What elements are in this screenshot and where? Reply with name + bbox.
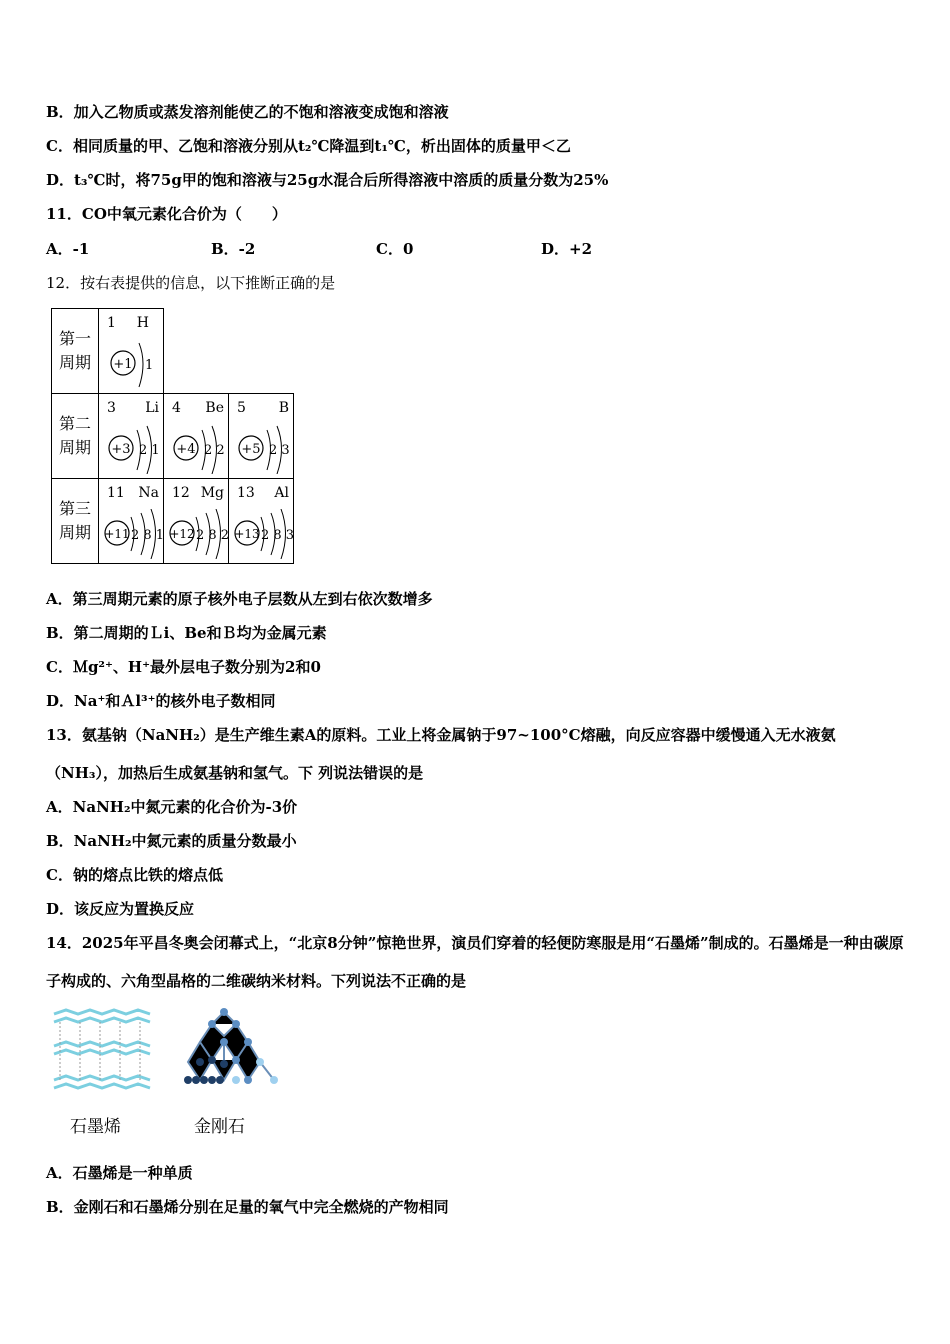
svg-text:+4: +4	[176, 442, 196, 457]
diamond-icon	[174, 1002, 284, 1097]
option-c-prev: C．相同质量的甲、乙饱和溶液分别从t₂℃降温到t₁℃，析出固体的质量甲＜乙	[46, 137, 571, 155]
diamond-label: 金刚石	[194, 1117, 245, 1137]
option-b-prev: B．加入乙物质或蒸发溶剂能使乙的不饱和溶液变成饱和溶液	[46, 103, 449, 121]
svg-text:2 2: 2 2	[204, 443, 225, 458]
q12-option-b: B．第二周期的Ｌi、Be和Ｂ均为金属元素	[46, 624, 327, 642]
element-cell: 4 Be +4 2 2	[164, 394, 229, 479]
element-cell: 1 H +1 1	[99, 309, 164, 394]
svg-text:+12: +12	[169, 527, 195, 541]
element-cell: 11 Na +11 2 8 1	[99, 479, 164, 564]
question-11: 11．CO中氧元素化合价为（ ）	[46, 205, 287, 223]
svg-text:+5: +5	[241, 442, 261, 457]
q13-option-b: B．NaNH₂中氮元素的质量分数最小	[46, 832, 297, 850]
question-12: 12．按右表提供的信息，以下推断正确的是	[46, 274, 336, 292]
q14-option-a: A．石墨烯是一种单质	[46, 1164, 193, 1182]
period-label: 第二周期	[52, 394, 99, 479]
svg-text:2 3: 2 3	[269, 443, 290, 458]
period-label: 第三周期	[52, 479, 99, 564]
element-cell: 5 B +5 2 3	[229, 394, 294, 479]
svg-text:+13: +13	[234, 527, 260, 541]
question-11-options	[46, 239, 592, 259]
periodic-table	[51, 308, 294, 564]
q11-option-d: D．+2	[541, 240, 593, 258]
q11-option-b: B．-2	[211, 240, 256, 258]
svg-text:1: 1	[145, 358, 154, 373]
element-cell: 13 Al +13 2 8 3	[229, 479, 294, 564]
svg-text:+11: +11	[104, 527, 130, 541]
svg-text:2 1: 2 1	[139, 443, 160, 458]
period-label: 第一周期	[52, 309, 99, 394]
svg-text:2 8 2: 2 8 2	[196, 528, 230, 543]
q13-option-c: C．钠的熔点比铁的熔点低	[46, 866, 223, 884]
atom-structure-icon	[103, 339, 159, 389]
q13-option-a: A．NaNH₂中氮元素的化合价为-3价	[46, 798, 298, 816]
svg-text:2 8 3: 2 8 3	[261, 528, 295, 543]
svg-text:+1: +1	[113, 357, 133, 372]
q12-option-d: D．Na⁺和Ａl³⁺的核外电子数相同	[46, 692, 276, 710]
option-d-prev: D．t₃℃时，将75g甲的饱和溶液与25g水混合后所得溶液中溶质的质量分数为25%	[46, 171, 609, 189]
graphene-icon	[46, 1006, 156, 1101]
question-13: 13．氨基钠（NaNH₂）是生产维生素A的原料。工业上将金属钠于97~100°C熔融，向反应容器中缓慢通入无水液氨（NH₃），加热后生成氨基钠和氢气。下 列说法错误的是	[46, 726, 836, 782]
question-14: 14．2025年平昌冬奥会闭幕式上，“北京8分钟”惊艳世界，演员们穿着的轻便防寒服是用“石墨烯”制成的。石墨烯是一种由碳原子构成的、六角型晶格的二维碳纳米材料。下列说法不正确的是	[46, 934, 904, 990]
q11-option-c: C．0	[376, 240, 414, 258]
svg-text:+3: +3	[111, 442, 131, 457]
q11-option-a: A．-1	[46, 240, 90, 258]
graphene-label: 石墨烯	[70, 1117, 121, 1137]
q14-option-b: B．金刚石和石墨烯分别在足量的氧气中完全燃烧的产物相同	[46, 1198, 449, 1216]
q12-option-a: A．第三周期元素的原子核外电子层数从左到右依次数增多	[46, 590, 433, 608]
element-cell: 12 Mg +12 2 8 2	[164, 479, 229, 564]
q12-option-c: C．Ｍg²⁺、H⁺最外层电子数分别为2和0	[46, 658, 321, 676]
svg-text:2 8 1: 2 8 1	[131, 528, 165, 543]
q13-option-d: D．该反应为置换反应	[46, 900, 195, 918]
element-cell: 3 Li +3 2 1	[99, 394, 164, 479]
